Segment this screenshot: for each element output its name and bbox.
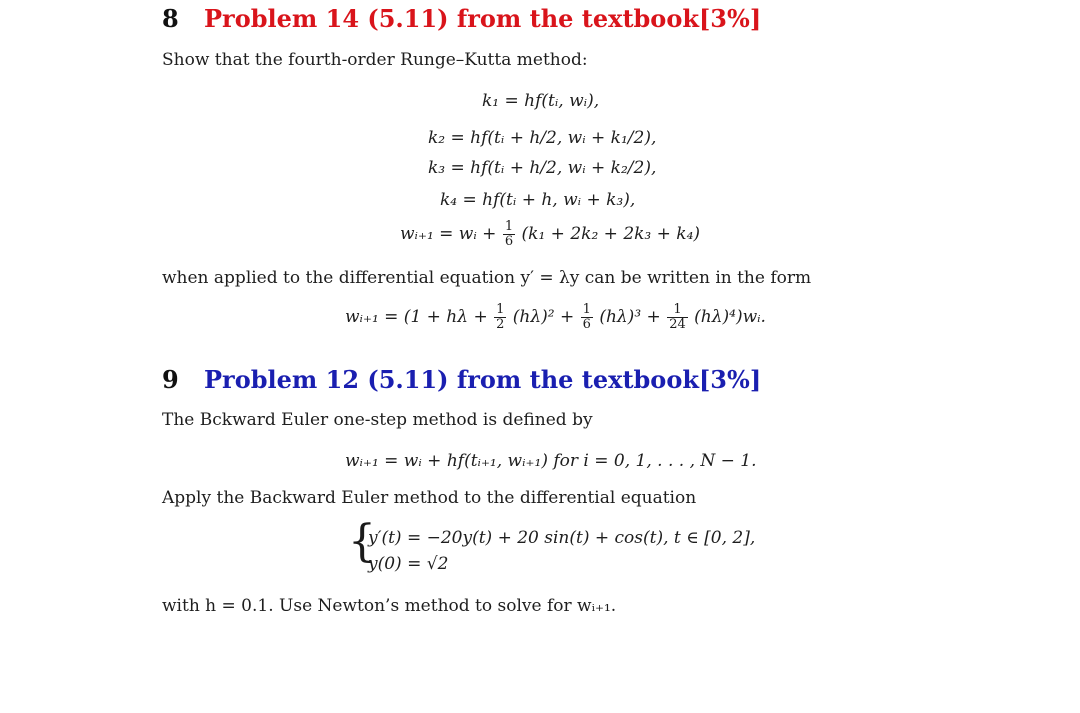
fraction-one-half [494, 303, 506, 332]
section-8-applied-text: when applied to the differential equation y′ = λy can be written in the form [162, 268, 812, 288]
fraction-one-sixth [503, 220, 515, 249]
left-brace-icon: { [348, 516, 376, 567]
section-8-intro: Show that the fourth-order Runge–Kutta method: [162, 50, 588, 70]
fraction-numerator: 1 [582, 302, 591, 317]
fraction-denominator: 6 [582, 317, 591, 332]
section-9-intro: The Bckward Euler one-step method is defined by [162, 410, 593, 430]
equation-k3: k₃ = hf(tᵢ + h/2, wᵢ + k₂/2), [428, 158, 657, 178]
section-9-closing: with h = 0.1. Use Newton’s method to solve for wᵢ₊₁. [162, 596, 617, 616]
ode-equation: y′(t) = −20y(t) + 20 sin(t) + cos(t), t ∈ [0, 2], [368, 528, 756, 548]
w-update-rhs: (k₁ + 2k₂ + 2k₃ + k₄) [521, 224, 701, 244]
section-9-number: 9 [162, 365, 179, 394]
fraction-denominator: 2 [496, 317, 505, 332]
closed-form-term3: (hλ)³ + [599, 307, 661, 327]
equation-backward-euler: wᵢ₊₁ = wᵢ + hf(tᵢ₊₁, wᵢ₊₁) for i = 0, 1, . . . , N − 1. [345, 451, 757, 471]
equation-w-update [400, 220, 700, 249]
fraction-numerator: 1 [667, 303, 688, 318]
equation-k2: k₂ = hf(tᵢ + h/2, wᵢ + k₁/2), [428, 128, 657, 148]
fraction-one-sixth [581, 303, 593, 332]
closed-form-term4: (hλ)⁴)wᵢ. [694, 307, 766, 327]
fraction-denominator: 6 [504, 234, 514, 249]
ode-initial-condition: y(0) = √2 [368, 554, 449, 574]
fraction-one-twentyfourth [667, 303, 688, 332]
section-8-number: 8 [162, 4, 179, 33]
equation-closed-form [345, 303, 766, 332]
fraction-numerator: 1 [504, 219, 514, 234]
equation-k1: k₁ = hf(tᵢ, wᵢ), [482, 91, 600, 111]
closed-form-term2: (hλ)² + [512, 307, 575, 327]
section-8-title: Problem 14 (5.11) from the textbook[3%] [204, 4, 762, 33]
w-update-lhs: wᵢ₊₁ = wᵢ + [400, 224, 497, 244]
closed-form-lhs: wᵢ₊₁ = (1 + hλ + [345, 307, 488, 327]
section-9-title: Problem 12 (5.11) from the textbook[3%] [204, 365, 762, 394]
section-9-apply-text: Apply the Backward Euler method to the differential equation [162, 488, 697, 508]
equation-k4: k₄ = hf(tᵢ + h, wᵢ + k₃), [440, 190, 636, 210]
fraction-numerator: 1 [496, 302, 505, 317]
fraction-denominator: 24 [669, 317, 686, 332]
